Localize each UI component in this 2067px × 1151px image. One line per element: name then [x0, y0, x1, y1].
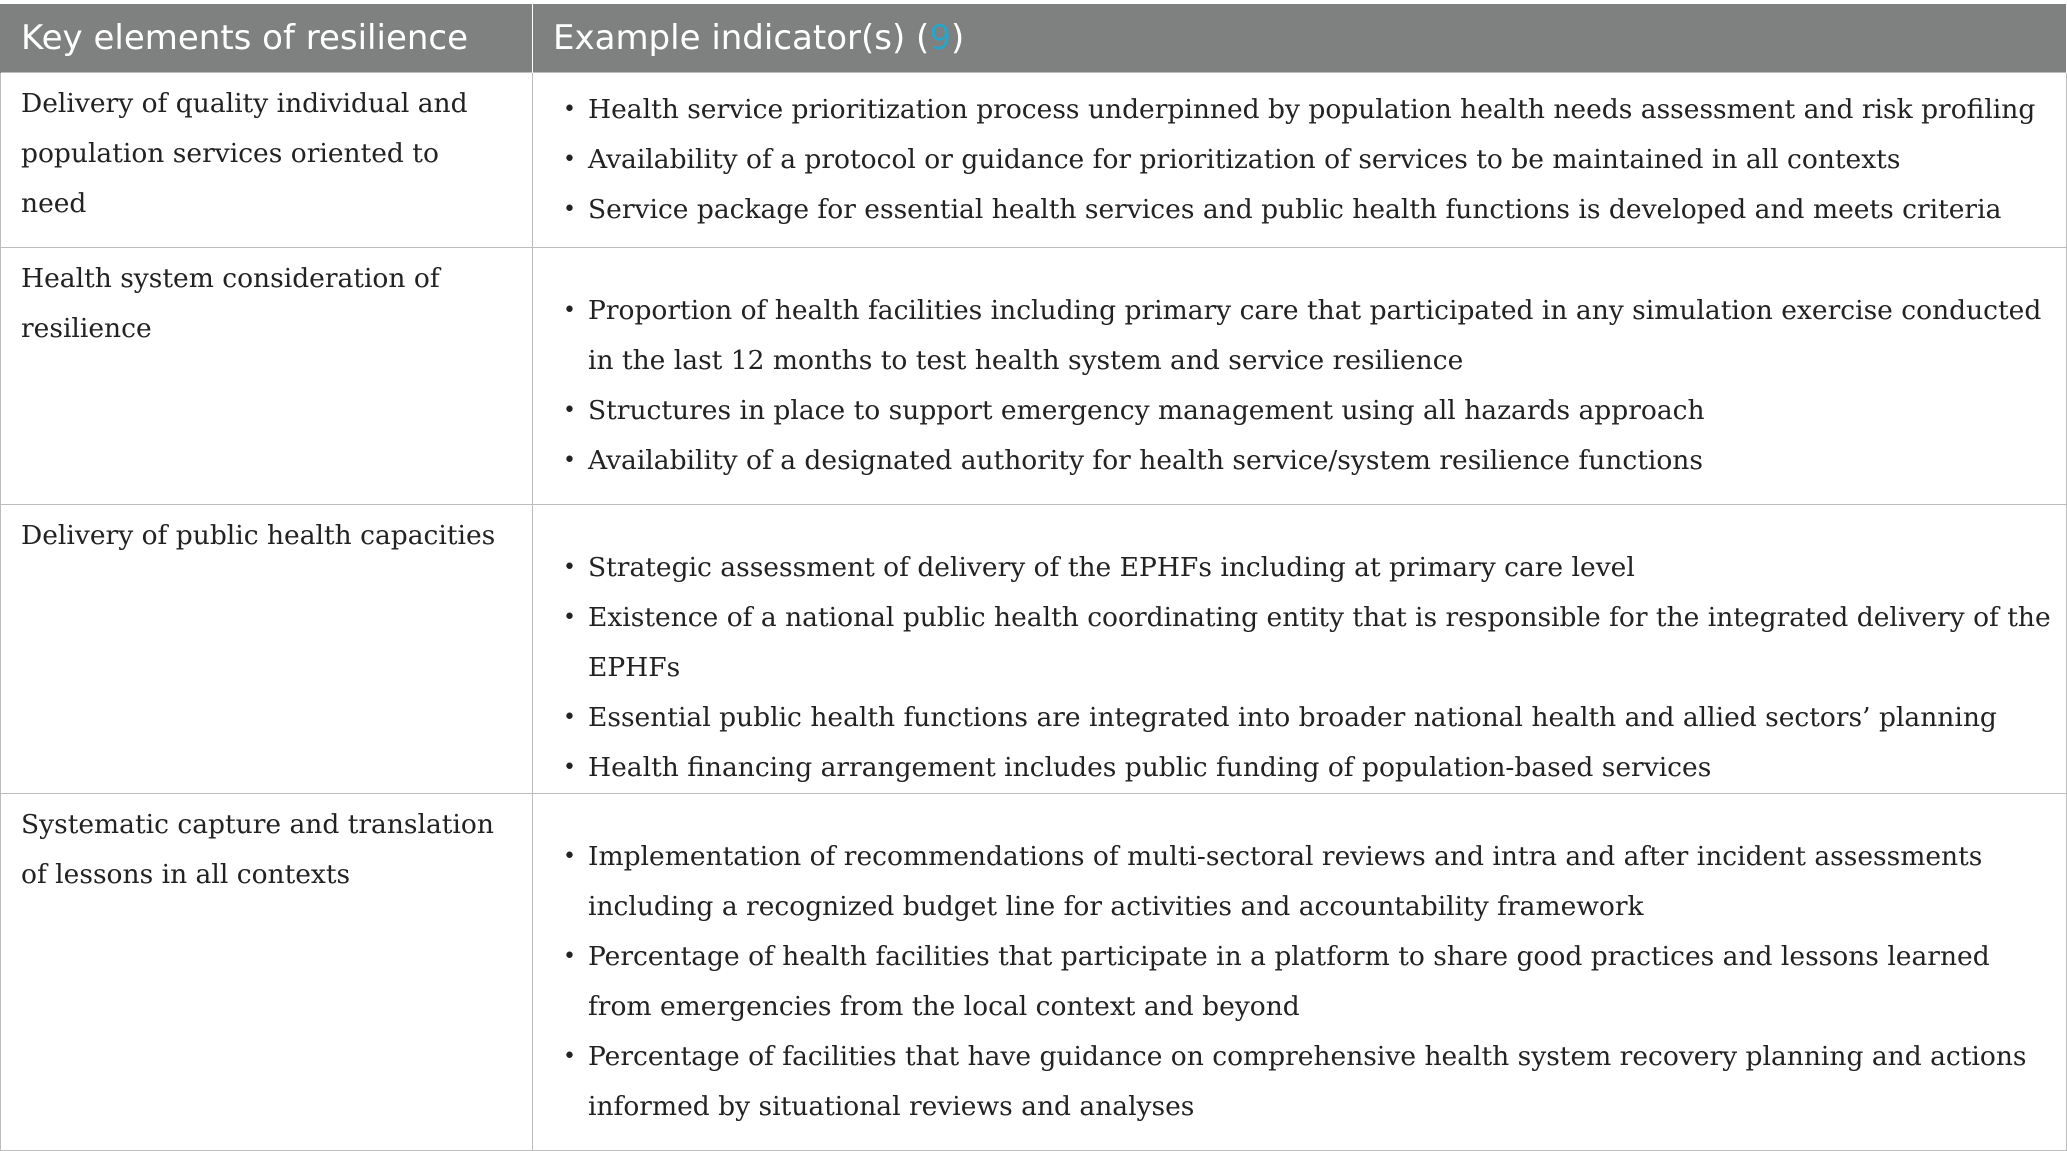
- bullet-icon: •: [563, 398, 576, 423]
- indicator-item: [553, 185, 2056, 235]
- indicator-text: Structures in place to support emergency management using all hazards approach: [588, 395, 1705, 426]
- indicator-item: [553, 693, 2056, 743]
- indicators-cell: [533, 505, 2067, 794]
- indicator-text: Implementation of recommendations of multi-sectoral reviews and intra and after incident assessments including a recognized budget line for activities and accountability framework: [588, 841, 1983, 922]
- table-header-row: [1, 4, 2067, 73]
- indicator-text: Percentage of facilities that have guidance on comprehensive health system recovery planning and actions informed by situational reviews and analyses: [588, 1041, 2027, 1122]
- table-row: [1, 248, 2067, 505]
- indicator-text: Strategic assessment of delivery of the EPHFs including at primary care level: [588, 552, 1635, 583]
- table-row: [1, 73, 2067, 248]
- indicator-text: Health financing arrangement includes public funding of population-based services: [588, 752, 1712, 783]
- indicator-text: Existence of a national public health coordinating entity that is responsible for the integrated delivery of the EPHFs: [588, 602, 2051, 683]
- bullet-icon: •: [563, 755, 576, 780]
- bullet-icon: •: [563, 197, 576, 222]
- bullet-icon: •: [563, 555, 576, 580]
- indicator-text: Service package for essential health services and public health functions is developed and meets criteria: [588, 194, 2002, 225]
- indicator-text: Percentage of health facilities that participate in a platform to share good practices and lessons learned from emergencies from the local context and beyond: [588, 941, 1990, 1022]
- bullet-icon: •: [563, 944, 576, 969]
- indicator-item: [553, 1032, 2056, 1132]
- indicator-list: [553, 798, 2056, 1132]
- indicator-text: Proportion of health facilities including primary care that participated in any simulation exercise conducted in the last 12 months to test health system and service resilience: [588, 295, 2042, 376]
- indicator-item: [553, 543, 2056, 593]
- bullet-icon: •: [563, 1044, 576, 1069]
- bullet-icon: •: [563, 147, 576, 172]
- indicator-item: [553, 743, 2056, 793]
- indicator-item: [553, 932, 2056, 1032]
- indicator-item: [553, 386, 2056, 436]
- bullet-icon: •: [563, 844, 576, 869]
- bullet-icon: •: [563, 705, 576, 730]
- indicators-cell: [533, 73, 2067, 248]
- key-element-cell: Delivery of public health capacities: [1, 505, 533, 794]
- resilience-table: [0, 4, 2066, 1151]
- key-element-cell: Systematic capture and translation of lessons in all contexts: [1, 794, 533, 1151]
- header-key-elements: Key elements of resilience: [1, 4, 533, 73]
- indicator-list: [553, 252, 2056, 486]
- key-element-cell: Delivery of quality individual and population services oriented to need: [1, 73, 533, 248]
- indicator-item: [553, 135, 2056, 185]
- bullet-icon: •: [563, 448, 576, 473]
- header-indicators-close: ): [950, 18, 965, 58]
- indicator-text: Essential public health functions are integrated into broader national health and allied sectors’ planning: [588, 702, 1997, 733]
- indicator-list: [553, 77, 2056, 235]
- header-indicators-label: Example indicator(s) (: [553, 18, 930, 58]
- indicator-item: [553, 436, 2056, 486]
- reference-link[interactable]: 9: [929, 18, 951, 58]
- indicator-text: Availability of a protocol or guidance for prioritization of services to be maintained in all contexts: [588, 144, 1901, 175]
- indicator-item: [553, 286, 2056, 386]
- bullet-icon: •: [563, 605, 576, 630]
- indicator-item: [553, 85, 2056, 135]
- indicator-list: [553, 509, 2056, 793]
- indicators-cell: [533, 794, 2067, 1151]
- bullet-icon: •: [563, 298, 576, 323]
- header-example-indicators: [533, 4, 2067, 73]
- indicator-text: Availability of a designated authority for health service/system resilience functions: [588, 445, 1703, 476]
- indicator-item: [553, 832, 2056, 932]
- key-element-cell: Health system consideration of resilience: [1, 248, 533, 505]
- table-row: [1, 505, 2067, 794]
- table-row: [1, 794, 2067, 1151]
- indicators-cell: [533, 248, 2067, 505]
- indicator-item: [553, 593, 2056, 693]
- indicator-text: Health service prioritization process underpinned by population health needs assessment and risk profiling: [588, 94, 2036, 125]
- resilience-indicators-table: [0, 4, 2067, 1151]
- bullet-icon: •: [563, 97, 576, 122]
